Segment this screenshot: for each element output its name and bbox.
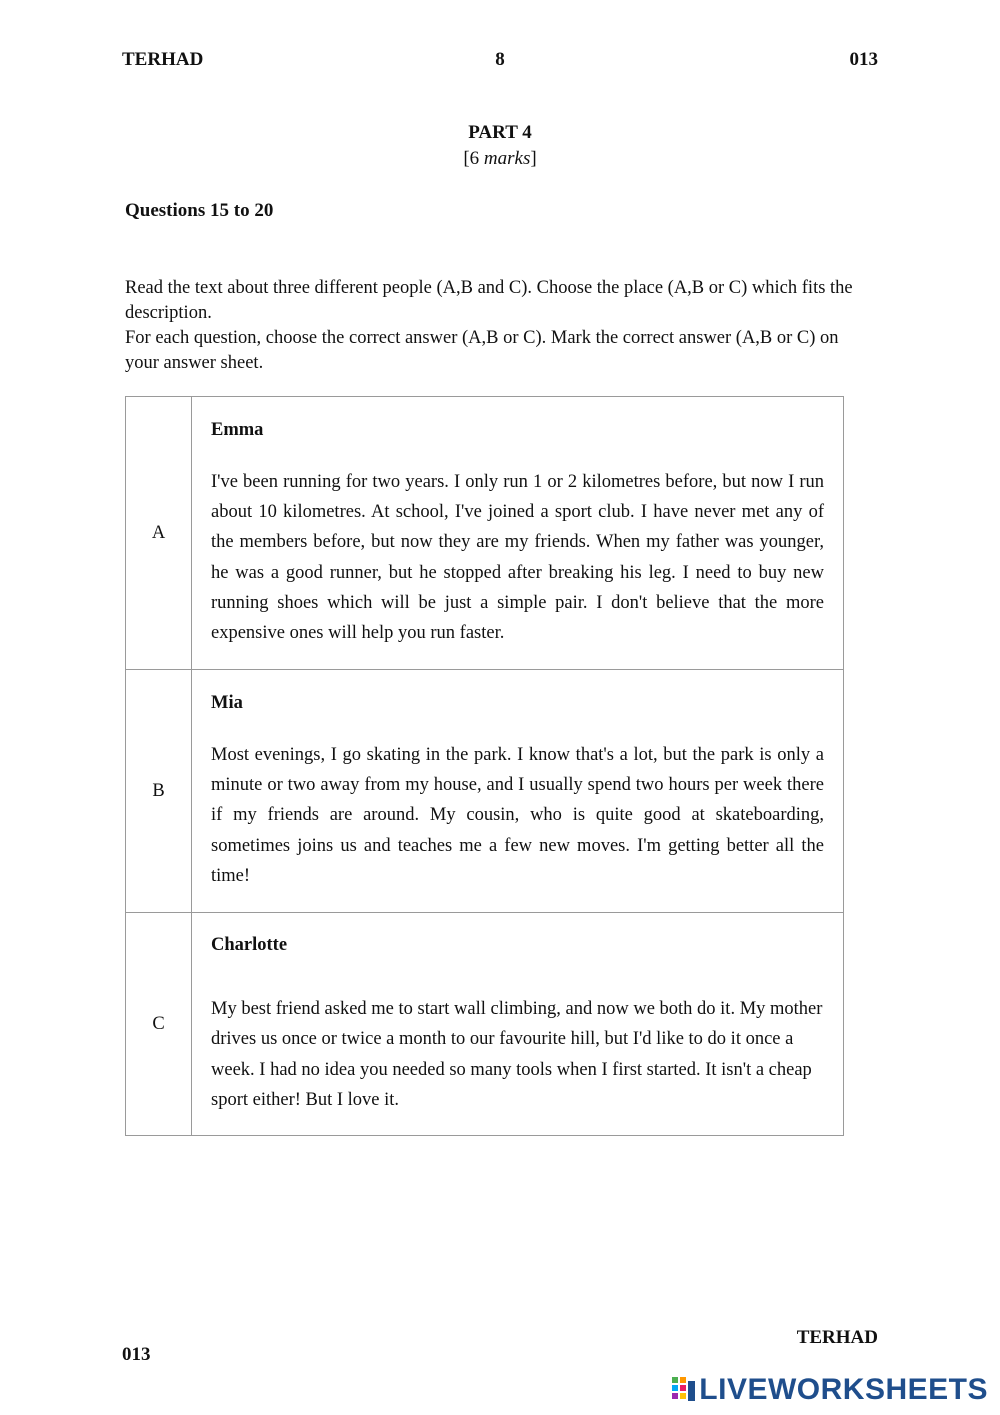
row-letter: A xyxy=(126,397,192,670)
row-letter: B xyxy=(126,670,192,913)
marks-open: [6 xyxy=(463,148,484,169)
instruction-line: For each question, choose the correct answer (A,B or C). Mark the correct answer (A,B or C) on your answer sheet. xyxy=(125,328,839,373)
questions-heading: Questions 15 to 20 xyxy=(125,200,274,221)
instructions xyxy=(125,276,877,376)
person-name: Charlotte xyxy=(211,935,288,956)
header-paper-code: 013 xyxy=(849,49,878,70)
person-text: My best friend asked me to start wall climbing, and now we both do it. My mother drives us once or twice a month to our favourite hill, but I'd like to do it once a week. I had no idea you needed so many tools when I first started. It isn't a cheap sport either! But I love it. xyxy=(211,999,823,1110)
part-title: PART 4 xyxy=(468,122,532,143)
person-name: Emma xyxy=(211,419,264,440)
row-letter: C xyxy=(126,913,192,1136)
liveworksheets-logo-text: LIVEWORKSHEETS xyxy=(699,1373,988,1406)
page-number: 8 xyxy=(495,49,505,70)
person-cell xyxy=(192,913,844,1136)
marks-close: ] xyxy=(530,148,537,169)
person-text: Most evenings, I go skating in the park. I know that's a lot, but the park is only a minute or two away from my house, and I usually spend two hours per week there if my friends are around. My cousin, who is quite good at skateboarding, sometimes joins us and teaches me a few new moves. I'm getting better all the time! xyxy=(211,744,824,886)
liveworksheets-logo-icon xyxy=(672,1377,696,1403)
person-name: Mia xyxy=(211,692,243,713)
person-cell xyxy=(192,670,844,913)
footer-paper-code: 013 xyxy=(122,1344,151,1365)
person-text: I've been running for two years. I only run 1 or 2 kilometres before, but now I run about 10 kilometres. At school, I've joined a sport club. I have never met any of the members before, but now they are my friends. When my father was younger, he was a good runner, but he stopped after breaking his leg. I need to buy new running shoes which will be just a simple pair. I don't believe that the more expensive ones will help you run faster. xyxy=(211,471,824,643)
header-classification: TERHAD xyxy=(122,49,204,70)
table-row xyxy=(126,670,844,913)
people-table xyxy=(125,396,844,1136)
person-cell xyxy=(192,397,844,670)
liveworksheets-logo[interactable] xyxy=(672,1373,988,1407)
table-row xyxy=(126,913,844,1136)
table-row xyxy=(126,397,844,670)
part-marks xyxy=(0,148,1000,170)
footer-classification: TERHAD xyxy=(796,1327,878,1348)
marks-word: marks xyxy=(483,148,531,169)
instruction-line: Read the text about three different people (A,B and C). Choose the place (A,B or C) which fits the description. xyxy=(125,278,853,323)
